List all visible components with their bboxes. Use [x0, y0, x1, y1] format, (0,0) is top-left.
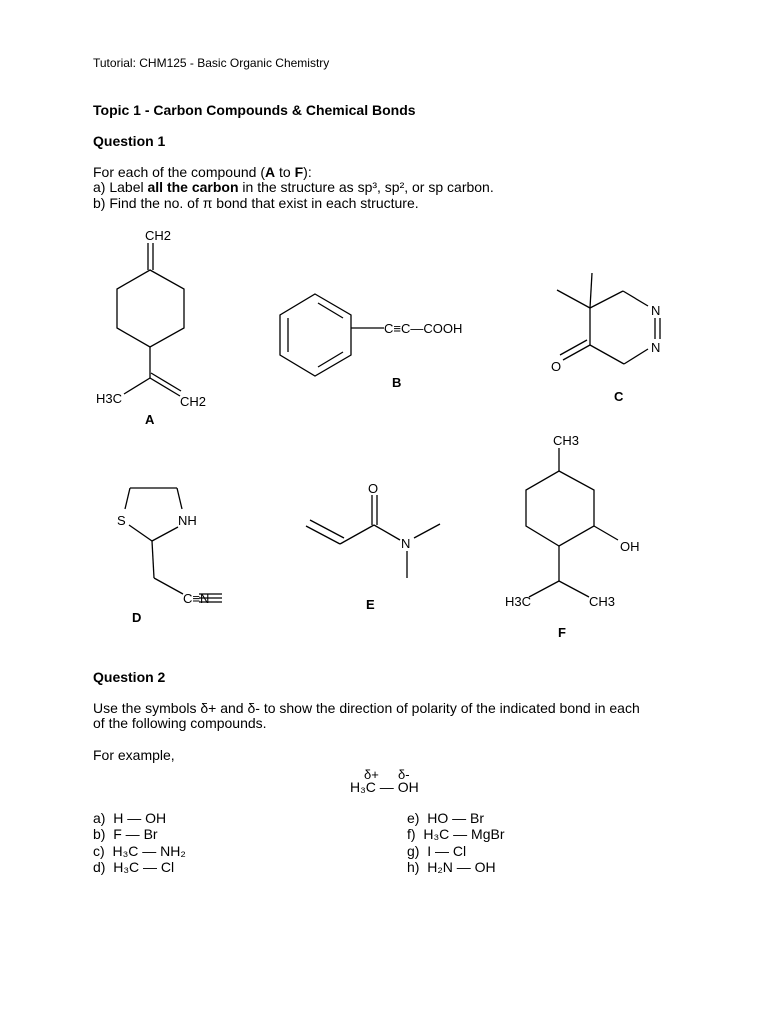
f-right-ch3: CH3 [589, 594, 616, 609]
item-formula: I — Cl [427, 843, 467, 859]
question-2-line-1: Use the symbols δ+ and δ- to show the direction of polarity of the indicated bond in each [93, 700, 640, 716]
item-letter: h) [407, 859, 420, 875]
document-header: Tutorial: CHM125 - Basic Organic Chemistry [93, 56, 330, 70]
compound-f-structure [526, 448, 618, 597]
c-n1: N [651, 303, 661, 318]
list-item [93, 859, 174, 875]
f-oh: OH [620, 539, 640, 554]
compound-e-structure [306, 495, 440, 578]
compound-b-label: B [392, 375, 402, 390]
d-nitrile: C≡N [183, 591, 210, 606]
list-item [407, 859, 496, 875]
item-letter: c) [93, 843, 105, 859]
list-item [93, 843, 186, 859]
question-1-title: Question 1 [93, 133, 166, 149]
list-item [407, 843, 466, 859]
item-formula: F — Br [113, 826, 158, 842]
list-item [93, 810, 166, 826]
c-oxygen: O [551, 359, 562, 374]
intro-a: A [265, 164, 276, 180]
item-formula: HO — Br [427, 810, 485, 826]
intro-f: F [294, 164, 304, 180]
item-formula: H₃C — NH₂ [112, 843, 186, 859]
topic-title: Topic 1 - Carbon Compounds & Chemical Bonds [93, 102, 416, 118]
e-nitrogen: N [401, 536, 411, 551]
compound-d-label: D [132, 610, 142, 625]
list-item [407, 810, 484, 826]
d-nh: NH [178, 513, 197, 528]
item-formula: H — OH [113, 810, 167, 826]
item-letter: f) [407, 826, 416, 842]
f-left-h3c: H3C [505, 594, 532, 609]
item-letter: e) [407, 810, 420, 826]
item-formula: H₂N — OH [427, 859, 496, 875]
intro-pre: For each of the compound ( [93, 164, 265, 180]
example-delta-minus: δ- [398, 767, 410, 782]
compound-a-label: A [145, 412, 155, 427]
a-left-h3c: H3C [96, 391, 123, 406]
part-a-bold: all the carbon [147, 179, 239, 195]
list-item [93, 826, 158, 842]
intro-mid: to [275, 164, 295, 180]
f-top-ch3: CH3 [553, 433, 580, 448]
compound-a-structure [117, 243, 184, 396]
item-formula: H₃C — Cl [113, 859, 175, 875]
question-2-title: Question 2 [93, 669, 166, 685]
d-sulfur: S [117, 513, 126, 528]
item-letter: d) [93, 859, 106, 875]
part-a-post: in the structure as sp³, sp², or sp carbon. [238, 179, 494, 195]
compound-d-structure [125, 488, 222, 602]
compound-e-label: E [366, 597, 375, 612]
example-delta-plus: δ+ [364, 767, 379, 782]
compound-c-label: C [614, 389, 624, 404]
compound-b-structure [280, 294, 384, 376]
c-n2: N [651, 340, 661, 355]
b-chain: C≡C—COOH [384, 321, 463, 336]
e-oxygen: O [368, 481, 379, 496]
item-letter: a) [93, 810, 106, 826]
item-letter: g) [407, 843, 420, 859]
compound-f-label: F [558, 625, 566, 640]
item-formula: H₃C — MgBr [423, 826, 505, 842]
a-top-ch2: CH2 [145, 228, 172, 243]
part-a-pre: a) Label [93, 179, 148, 195]
example-formula: H₃C — OH [350, 779, 419, 795]
item-letter: b) [93, 826, 106, 842]
list-item [407, 826, 505, 842]
a-right-ch2: CH2 [180, 394, 207, 409]
question-2-line-2: of the following compounds. [93, 715, 267, 731]
intro-post: ): [303, 164, 312, 180]
example-label: For example, [93, 747, 175, 763]
compound-c-structure [557, 273, 660, 364]
question-1-part-b: b) Find the no. of π bond that exist in each structure. [93, 195, 419, 211]
